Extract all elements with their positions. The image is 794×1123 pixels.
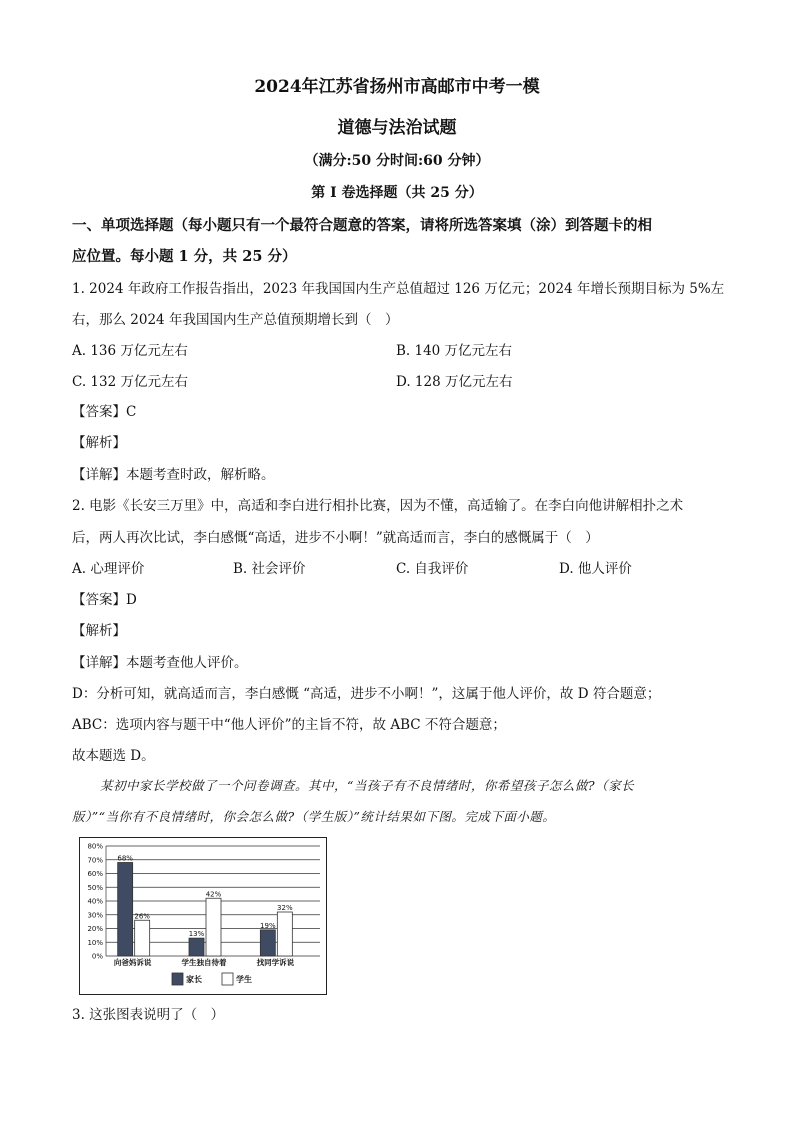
q1-option-d: D. 128 万亿元左右 <box>396 374 513 390</box>
q1-analysis: 【解析】 <box>72 435 126 451</box>
q2-conclusion: 故本题选 D。 <box>72 748 155 764</box>
q2-answer: 【答案】D <box>72 592 137 608</box>
legend-label: 学生 <box>236 975 252 984</box>
volume-title: 第 I 卷选择题（共 25 分） <box>311 185 483 201</box>
exam-title: 2024年江苏省扬州市高邮市中考一模 <box>254 77 540 97</box>
bar-parent <box>189 938 204 956</box>
y-tick-label: 20% <box>87 925 103 933</box>
q1-answer: 【答案】C <box>72 404 137 420</box>
y-tick-label: 10% <box>87 938 103 947</box>
bar-value-label: 32% <box>277 904 293 912</box>
q2-explanation-d: D：分析可知，就高适而言，李白感慨 “高适，进步不小啊！”，这属于他人评价，故 D 符合题意； <box>72 686 661 702</box>
material-line2: 版）”“当你有不良情绪时，你会怎么做?（学生版）”统计结果如下图。完成下面小题。 <box>72 809 556 824</box>
survey-bar-chart <box>79 837 327 995</box>
bar-value-label: 42% <box>205 890 222 899</box>
y-tick-label: 70% <box>87 856 103 865</box>
y-tick-label: 80% <box>87 842 103 851</box>
q1-stem-line1: 1. 2024 年政府工作报告指出，2023 年我国国内生产总值超过 126 万亿元；2024 年增长预期目标为 5%左 <box>72 281 725 297</box>
q2-analysis: 【解析】 <box>72 623 126 639</box>
q1-stem-line2: 右，那么 2024 年我国国内生产总值预期增长到（ ） <box>72 312 399 328</box>
q1-option-a: A. 136 万亿元左右 <box>72 343 188 359</box>
bar-parent <box>118 863 133 957</box>
section-heading-line1: 一、单项选择题（每小题只有一个最符合题意的答案，请将所选答案填（涂）到答题卡的相 <box>72 217 652 234</box>
bar-student <box>206 898 221 956</box>
y-tick-label: 40% <box>87 897 103 906</box>
bar-value-label: 68% <box>117 854 133 863</box>
q2-option-d: D. 他人评价 <box>559 561 632 577</box>
y-tick-label: 0% <box>91 952 103 961</box>
legend-swatch-parent <box>172 973 183 985</box>
q1-detail: 【详解】本题考查时政，解析略。 <box>72 467 275 483</box>
q2-stem-line2: 后，两人再次比试，李白感慨“高适，进步不小啊！”就高适而言，李白的感慨属于（ ） <box>72 530 599 546</box>
q2-option-a: A. 心理评价 <box>72 561 145 577</box>
bar-value-label: 19% <box>260 921 276 930</box>
y-tick-label: 30% <box>87 911 103 920</box>
q2-explanation-abc: ABC：选项内容与题干中“他人评价”的主旨不符，故 ABC 不符合题意； <box>72 717 506 733</box>
bar-value-label: 26% <box>134 912 150 921</box>
x-tick-label: 向爸妈诉说 <box>113 958 152 967</box>
bar-student <box>135 920 150 956</box>
q2-stem-line1: 2. 电影《长安三万里》中，高适和李白进行相扑比赛，因为不懂，高适输了。在李白向他讲解相扑之术 <box>72 498 684 514</box>
section-heading-line2: 应位置。每小题 1 分，共 25 分） <box>72 248 297 265</box>
q2-option-b: B. 社会评价 <box>233 561 306 577</box>
bar-parent <box>260 930 275 956</box>
bar-value-label: 13% <box>188 930 205 939</box>
bar-chart-svg <box>80 838 326 994</box>
q1-option-c: C. 132 万亿元左右 <box>72 374 188 390</box>
y-tick-label: 60% <box>87 870 103 878</box>
q1-option-b: B. 140 万亿元左右 <box>396 343 513 359</box>
q2-option-c: C. 自我评价 <box>396 561 469 577</box>
exam-info: （满分:50 分时间:60 分钟） <box>304 153 490 169</box>
q2-detail: 【详解】本题考查他人评价。 <box>72 655 248 671</box>
subject-title: 道德与法治试题 <box>337 118 457 138</box>
x-tick-label: 找同学诉说 <box>256 958 295 967</box>
legend-swatch-student <box>222 973 233 985</box>
bar-student <box>277 912 292 956</box>
q3-stem: 3. 这张图表说明了（ ） <box>72 1007 225 1023</box>
y-tick-label: 50% <box>87 883 103 892</box>
legend-label: 家长 <box>186 975 202 984</box>
material-line1: 某初中家长学校做了一个问卷调查。其中，“当孩子有不良情绪时，你希望孩子怎么做?（家长 <box>100 778 635 793</box>
x-tick-label: 学生独自待着 <box>181 958 227 967</box>
